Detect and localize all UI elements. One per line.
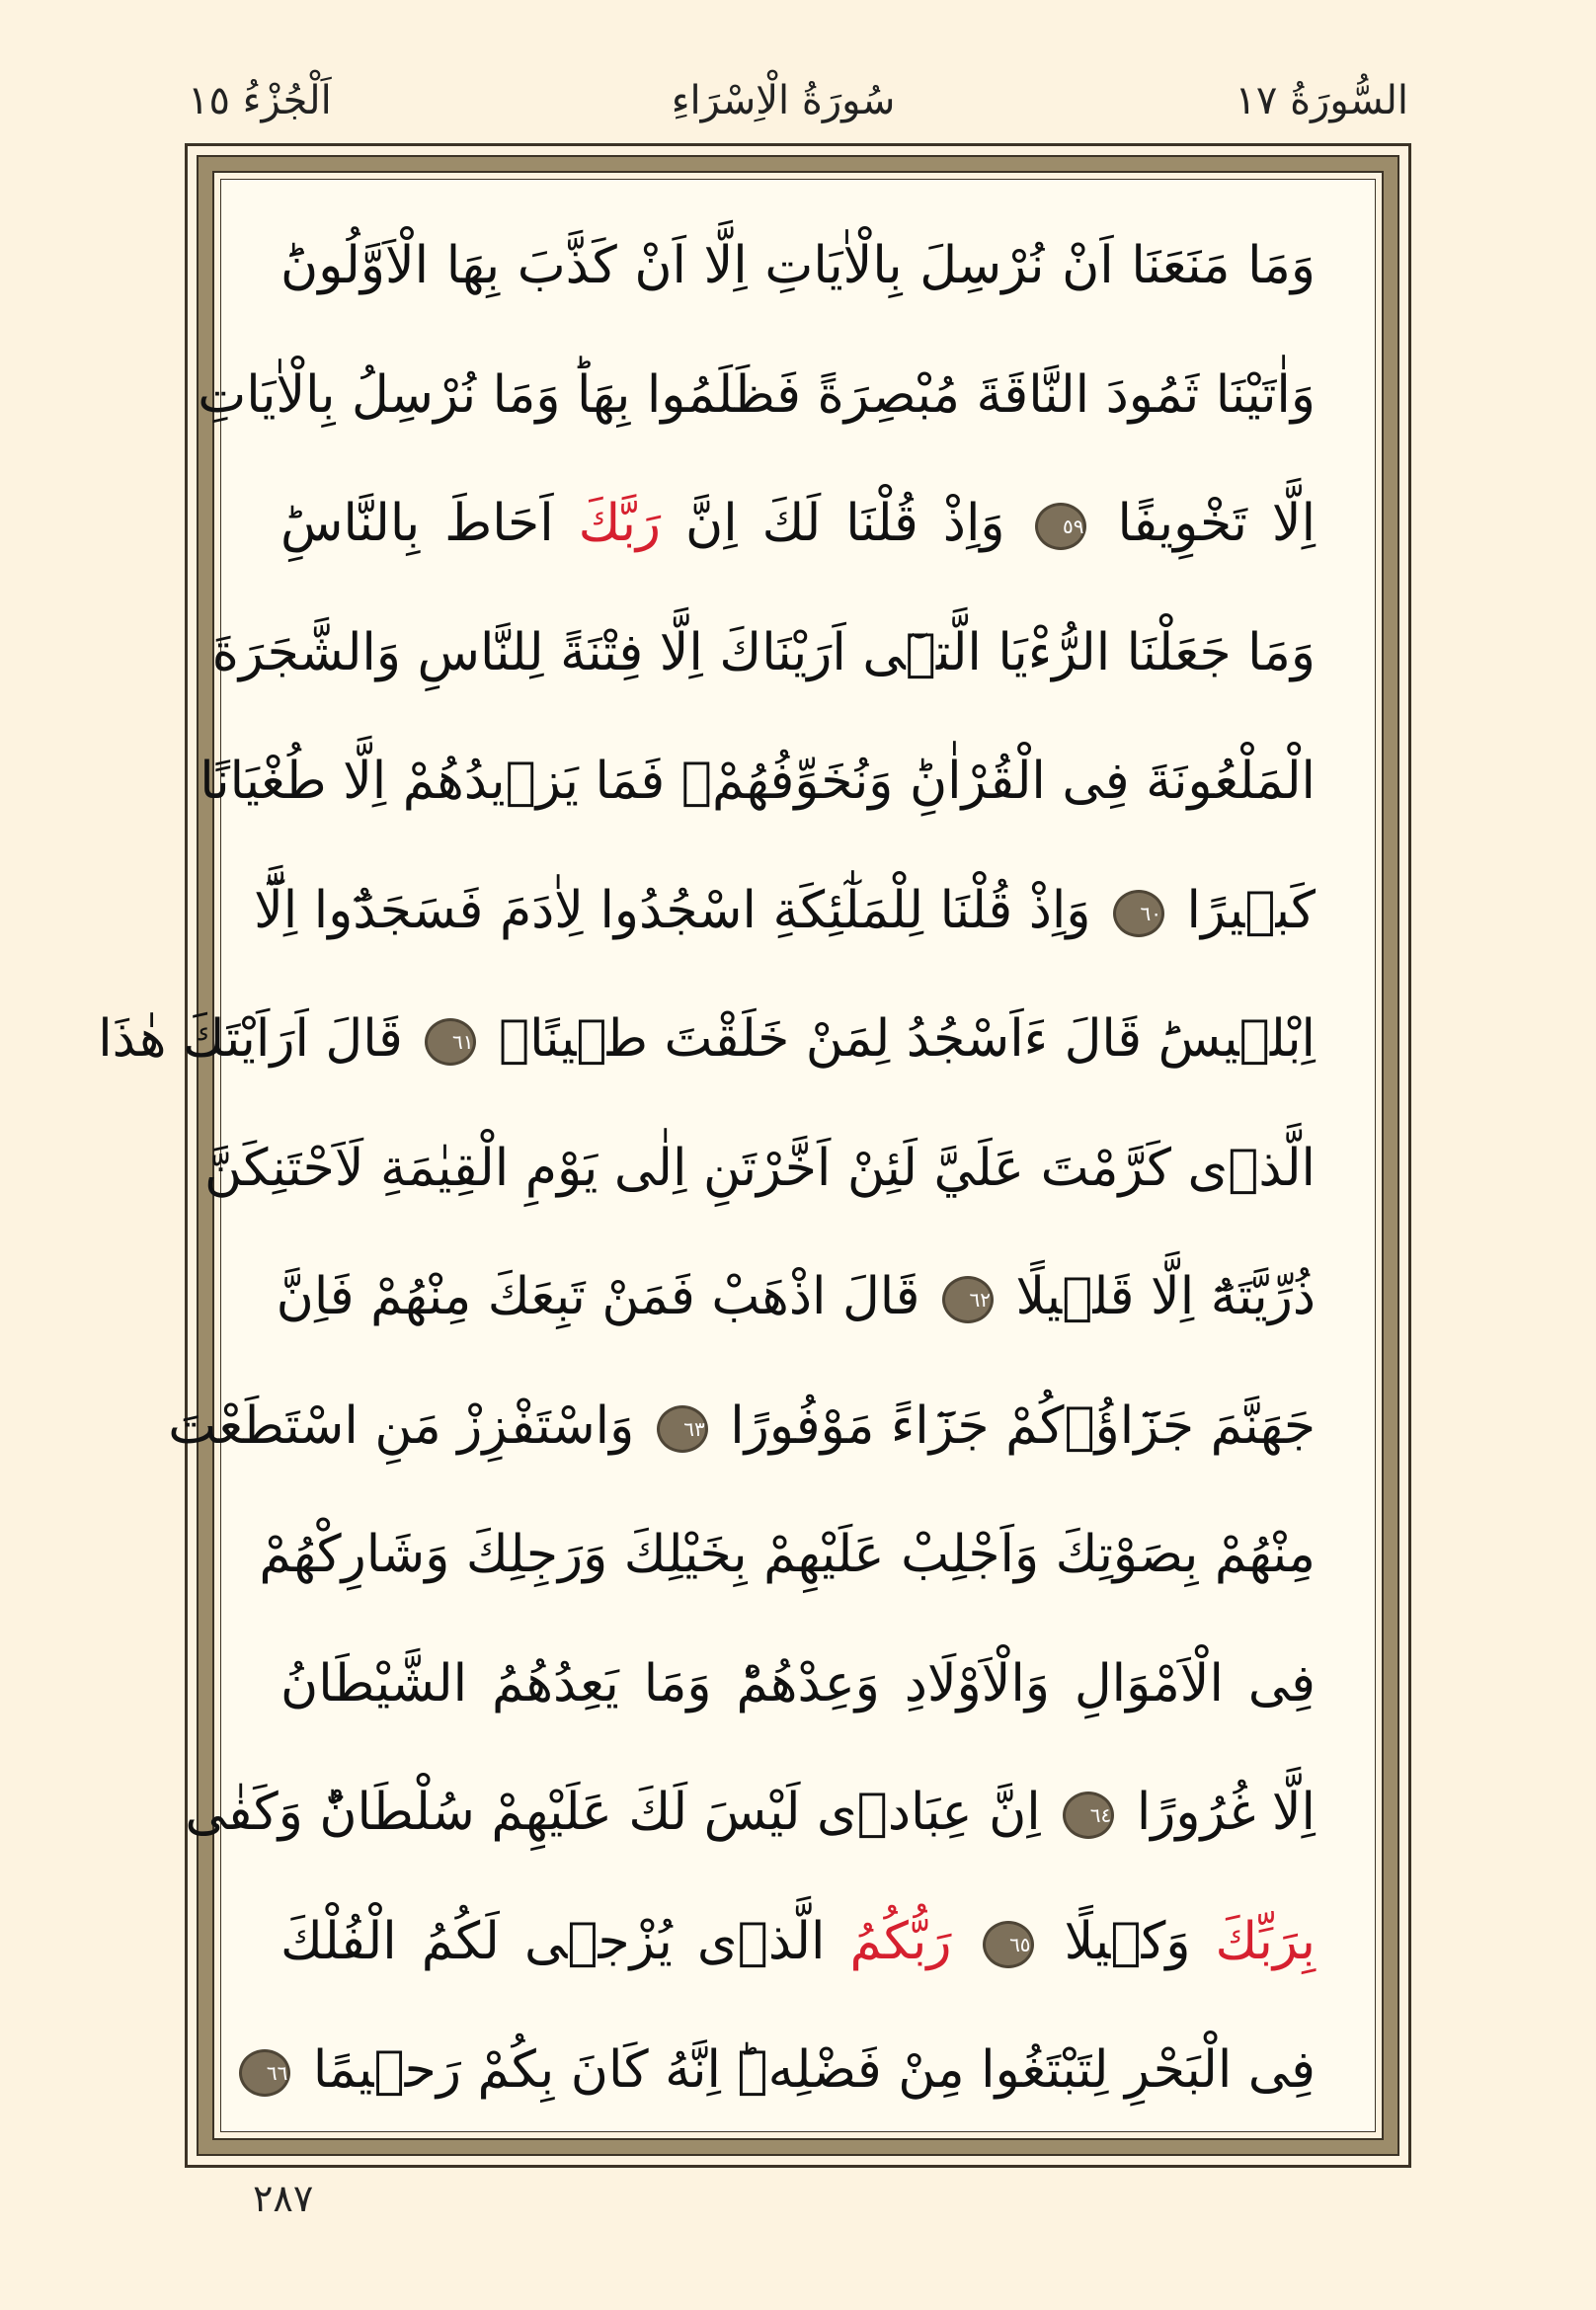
verse-text: الْمَلْعُونَةَ فِى الْقُرْاٰنِؕ وَنُخَوِّفُهُمْۙ فَمَا يَز۪يدُهُمْ اِلَّا طُغْيَانًا — [200, 752, 1316, 811]
ayah-number-marker: ٦٢ — [942, 1276, 994, 1323]
text-line — [98, 975, 1316, 1104]
ayah-number-marker: ٦٤ — [1063, 1792, 1114, 1839]
verse-text: جَهَنَّمَ جَزَٓاؤُ۬كُمْ جَزَٓاءً مَوْفُورًا — [730, 1395, 1316, 1456]
ayah-number-marker: ٦٠ — [1113, 890, 1164, 937]
verse-text: اِبْل۪يسَؕ قَالَ ءَاَسْجُدُ لِمَنْ خَلَقْتَ ط۪ينًاۚ — [498, 1009, 1316, 1069]
juz-label: اَلْجُزْءُ ١٥ — [188, 78, 332, 123]
verse-text: اِنَّ عِبَاد۪ى لَيْسَ لَكَ عَلَيْهِمْ سُلْطَانٌؕ وَكَفٰى — [185, 1783, 1041, 1842]
verse-text: الَّذ۪ى كَرَّمْتَ عَلَيَّ لَئِنْ اَخَّرْتَنِ اِلٰى يَوْمِ الْقِيٰمَةِ لَاَحْتَنِكَنَّ — [203, 1138, 1316, 1198]
verse-text: وَك۪يلًا — [1064, 1911, 1191, 1971]
text-line — [280, 1620, 1316, 1749]
quran-text — [98, 201, 1317, 2111]
verse-text: وَاِذْ قُلْنَا لَكَ اِنَّ — [685, 494, 1005, 553]
surah-title: سُورَةُ الْاِسْرَاءِ — [671, 78, 896, 123]
verse-text: وَاٰتَيْنَا ثَمُودَ النَّاقَةَ مُبْصِرَةً فَظَلَمُوا بِهَاؕ وَمَا نُرْسِلُ بِالْاٰيَاتِ — [198, 364, 1316, 425]
text-line — [203, 1104, 1316, 1234]
ayah-number-marker: ٦٦ — [239, 2049, 290, 2097]
text-line — [185, 1748, 1316, 1877]
verse-text: وَمَا مَنَعَنَا اَنْ نُرْسِلَ بِالْاٰيَاتِ اِلَّا اَنْ كَذَّبَ بِهَا الْاَوَّلُونَؕ — [280, 236, 1316, 295]
verse-text: فِى الْبَحْرِ لِتَبْتَغُوا مِنْ فَضْلِه۪ؕ اِنَّهُ كَانَ بِكُمْ رَح۪يمًا — [312, 2040, 1316, 2100]
ayah-number-marker: ٥٩ — [1035, 503, 1086, 550]
ayah-number-marker: ٦٥ — [983, 1921, 1034, 1968]
text-line — [211, 589, 1316, 718]
verse-text: وَاِذْ قُلْنَا لِلْمَلٰٓئِكَةِ اسْجُدُوا لِاٰدَمَ فَسَجَدُٓوا اِلَّٓا — [254, 880, 1091, 940]
text-line — [259, 1490, 1316, 1620]
text-line — [276, 1233, 1316, 1362]
ayah-number-marker: ٦١ — [425, 1018, 476, 1066]
surah-number-label: السُّورَةُ ١٧ — [1235, 78, 1408, 123]
divine-name-red: رَبُّكُمُ — [849, 1911, 952, 1971]
verse-text: قَالَ اَرَاَيْتَكَ هٰذَا — [98, 1009, 403, 1069]
page-header — [188, 61, 1408, 140]
ayah-number-marker: ٦٣ — [657, 1405, 708, 1453]
frame-inner-border — [98, 171, 1384, 2140]
verse-text: ذُرِّيَّتَهُٓ اِلَّا قَل۪يلًا — [1015, 1267, 1316, 1326]
verse-text: وَاسْتَفْزِزْ مَنِ اسْتَطَعْتَ — [168, 1395, 635, 1456]
text-line — [280, 1877, 1316, 2007]
page-frame — [98, 143, 1411, 2168]
verse-text: مِنْهُمْ بِصَوْتِكَ وَاَجْلِبْ عَلَيْهِمْ بِخَيْلِكَ وَرَجِلِكَ وَشَارِكْهُمْ — [259, 1525, 1316, 1584]
verse-text: فِى الْاَمْوَالِ وَالْاَوْلَادِ وَعِدْهُمْؕ وَمَا يَعِدُهُمُ الشَّيْطَانُ — [280, 1653, 1316, 1713]
verse-text: كَب۪يرًا — [1186, 880, 1316, 940]
divine-name-red: رَبَّكَ — [578, 494, 662, 553]
text-line — [198, 331, 1316, 460]
verse-text: اِلَّا غُرُورًا — [1136, 1783, 1316, 1842]
frame-border-band — [98, 155, 1399, 2156]
page-number: ٢٨٧ — [253, 2177, 314, 2220]
verse-text: قَالَ اذْهَبْ فَمَنْ تَبِعَكَ مِنْهُمْ فَاِنَّ — [276, 1267, 920, 1326]
text-line — [280, 201, 1316, 331]
verse-text: الَّذ۪ى يُزْج۪ى لَكُمُ الْفُلْكَ — [280, 1911, 826, 1971]
verse-text: اَحَاطَ بِالنَّاسِؕ — [280, 494, 554, 553]
verse-text: وَمَا جَعَلْنَا الرُّءْيَا الَّت۪ٓى اَرَيْنَاكَ اِلَّا فِتْنَةً لِلنَّاسِ وَالشَّجَرَةَ — [211, 622, 1316, 682]
text-line — [280, 459, 1316, 589]
divine-name-red: بِرَبِّكَ — [1215, 1911, 1316, 1971]
text-line — [266, 2006, 1316, 2135]
text-panel — [98, 179, 1376, 2132]
verse-text: اِلَّا تَخْوِيفًا — [1117, 494, 1317, 553]
text-line — [254, 846, 1316, 976]
text-line — [168, 1362, 1316, 1491]
text-line — [200, 717, 1316, 846]
